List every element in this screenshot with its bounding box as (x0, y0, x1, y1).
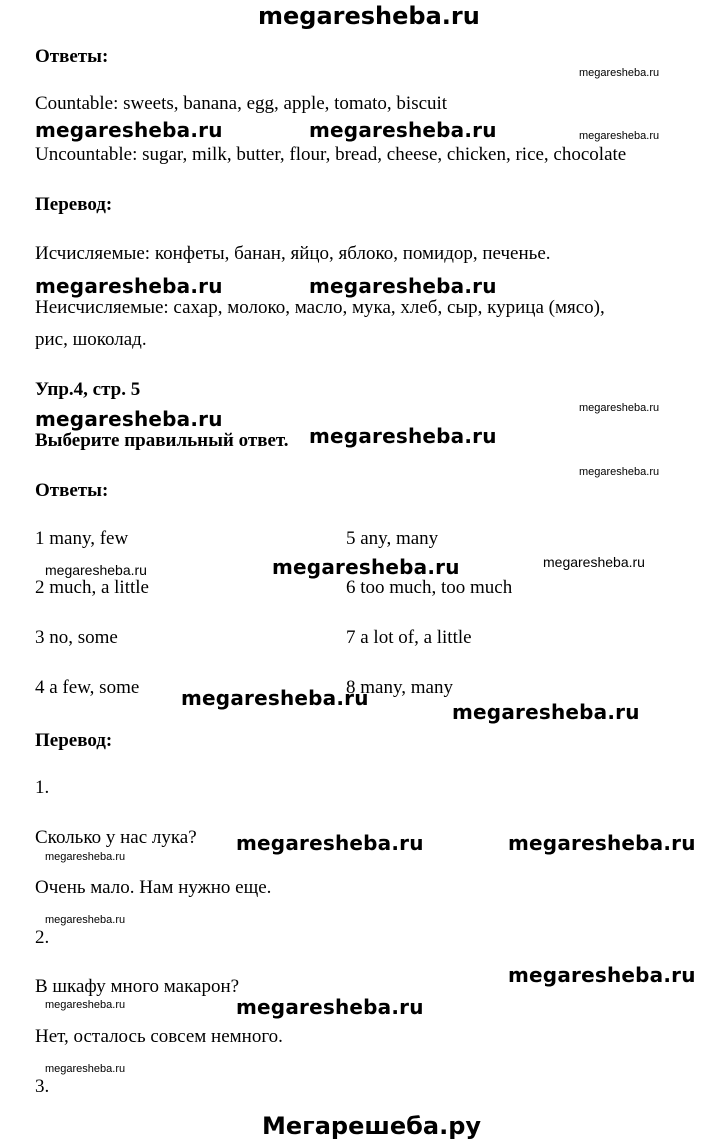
translation-heading: Перевод: (35, 194, 113, 215)
translation-answer: Нет, осталось совсем немного. (35, 1026, 283, 1047)
watermark: megaresheba.ru (579, 466, 660, 478)
item-number: 1. (35, 777, 50, 798)
exercise-title: Упр.4, стр. 5 (35, 379, 141, 400)
watermark: megaresheba.ru (45, 562, 147, 578)
translation-question: Сколько у нас лука? (35, 827, 197, 848)
translation-question: В шкафу много макарон? (35, 976, 240, 997)
watermark: megaresheba.ru (272, 555, 460, 579)
translation-heading: Перевод: (35, 730, 113, 751)
item-number: 2. (35, 927, 50, 948)
watermark: megaresheba.ru (309, 274, 497, 298)
watermark: megaresheba.ru (452, 700, 640, 724)
watermark: megaresheba.ru (45, 999, 126, 1011)
watermark: megaresheba.ru (236, 995, 424, 1019)
watermark: megaresheba.ru (309, 118, 497, 142)
answer-item: 5 any, many (346, 528, 439, 549)
watermark: megaresheba.ru (45, 1063, 126, 1075)
watermark: megaresheba.ru (579, 130, 660, 142)
watermark: megaresheba.ru (236, 831, 424, 855)
watermark: megaresheba.ru (579, 402, 660, 414)
watermark: megaresheba.ru (508, 831, 696, 855)
uncountable-line: Uncountable: sugar, milk, butter, flour, bread, cheese, chicken, rice, chocolate (35, 144, 627, 165)
answer-item: 1 many, few (35, 528, 129, 549)
site-header[interactable]: megaresheba.ru (258, 2, 480, 30)
watermark: megaresheba.ru (181, 686, 369, 710)
watermark: megaresheba.ru (45, 914, 126, 926)
watermark: megaresheba.ru (35, 407, 223, 431)
translation-answer: Очень мало. Нам нужно еще. (35, 877, 272, 898)
answer-item: 2 much, a little (35, 577, 149, 598)
answer-item: 4 a few, some (35, 677, 140, 698)
site-footer[interactable]: Мегарешеба.ру (262, 1112, 482, 1140)
exercise-instruction: Выберите правильный ответ. (35, 430, 289, 451)
answers-heading: Ответы: (35, 46, 109, 67)
uncountable-ru-line: Неисчисляемые: сахар, молоко, масло, мука, хлеб, сыр, курица (мясо), (35, 297, 605, 318)
answer-item: 3 no, some (35, 627, 118, 648)
watermark: megaresheba.ru (579, 67, 660, 79)
watermark: megaresheba.ru (309, 424, 497, 448)
answers-heading: Ответы: (35, 480, 109, 501)
answer-item: 6 too much, too much (346, 577, 513, 598)
answer-item: 8 many, many (346, 677, 453, 698)
watermark: megaresheba.ru (45, 851, 126, 863)
item-number: 3. (35, 1076, 50, 1097)
watermark: megaresheba.ru (508, 963, 696, 987)
uncountable-ru-line: рис, шоколад. (35, 329, 147, 350)
countable-ru-line: Исчисляемые: конфеты, банан, яйцо, яблоко, помидор, печенье. (35, 243, 551, 264)
countable-line: Countable: sweets, banana, egg, apple, tomato, biscuit (35, 93, 448, 114)
answer-item: 7 a lot of, a little (346, 627, 472, 648)
watermark: megaresheba.ru (35, 118, 223, 142)
watermark: megaresheba.ru (543, 554, 645, 570)
watermark: megaresheba.ru (35, 274, 223, 298)
